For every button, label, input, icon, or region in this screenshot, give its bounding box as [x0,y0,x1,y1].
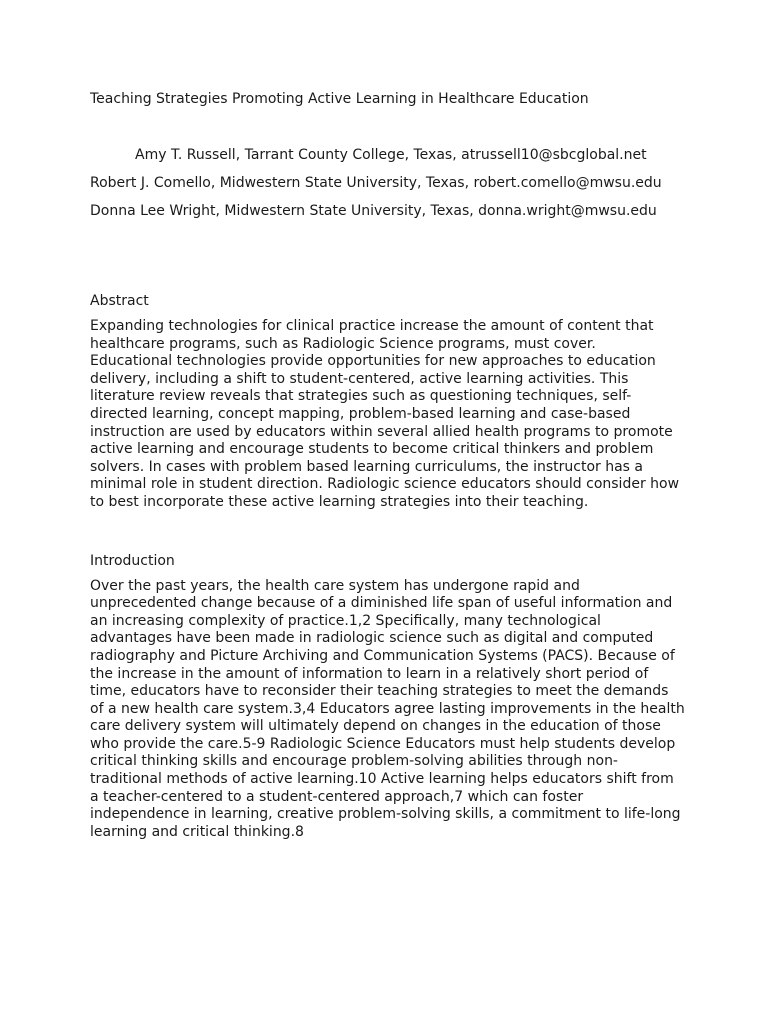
introduction-line: traditional methods of active learning.10 Active learning helps educators shift from [90,771,674,788]
introduction-line: the increase in the amount of information to learn in a relatively short period of [90,665,649,682]
abstract-line: delivery, including a shift to student-centered, active learning activities. This [90,370,629,387]
introduction-line: radiography and Picture Archiving and Communication Systems (PACS). Because of [90,647,675,664]
abstract-line: to best incorporate these active learning strategies into their teaching. [90,493,589,510]
document-page [90,90,690,841]
abstract-line: solvers. In cases with problem based learning curriculums, the instructor has a [90,458,644,475]
abstract-line: literature review reveals that strategies such as questioning techniques, self- [90,388,632,405]
introduction-paragraph [90,578,690,842]
abstract-line: healthcare programs, such as Radiologic Science programs, must cover. [90,335,596,352]
introduction-line: advantages have been made in radiologic science such as digital and computed [90,630,654,647]
introduction-line: independence in learning, creative problem-solving skills, a commitment to life-long [90,806,681,823]
abstract-line: Educational technologies provide opportunities for new approaches to education [90,353,656,370]
introduction-heading: Introduction [90,552,175,569]
introduction-line: unprecedented change because of a diminished life span of useful information and [90,595,673,612]
introduction-line: who provide the care.5-9 Radiologic Science Educators must help students develop [90,735,676,752]
introduction-line: of a new health care system.3,4 Educators agree lasting improvements in the health [90,700,685,717]
abstract-line: directed learning, concept mapping, problem-based learning and case-based [90,405,631,422]
author-list [90,146,690,220]
introduction-line: care delivery system will ultimately depend on changes in the education of those [90,718,661,735]
introduction-line: time, educators have to reconsider their teaching strategies to meet the demands [90,683,669,700]
abstract-line: instruction are used by educators within several allied health programs to promote [90,423,673,440]
introduction-line: critical thinking skills and encourage problem-solving abilities through non- [90,753,618,770]
abstract-line: minimal role in student direction. Radiologic science educators should consider how [90,476,680,493]
abstract-line: active learning and encourage students to become critical thinkers and problem [90,441,654,458]
introduction-line: an increasing complexity of practice.1,2 Specifically, many technological [90,612,601,629]
document-title: Teaching Strategies Promoting Active Learning in Healthcare Education [90,91,589,107]
introduction-line: Over the past years, the health care system has undergone rapid and [90,577,580,594]
abstract-line: Expanding technologies for clinical practice increase the amount of content that [90,318,654,334]
introduction-line: a teacher-centered to a student-centered approach,7 which can foster [90,788,584,805]
abstract-paragraph [90,318,690,512]
introduction-line: learning and critical thinking.8 [90,823,304,840]
author-line-1: Amy T. Russell, Tarrant County College, Texas, atrussell10@sbcglobal.net [135,147,647,163]
abstract-heading: Abstract [90,293,149,309]
author-line-3: Donna Lee Wright, Midwestern State University, Texas, donna.wright@mwsu.edu [90,203,657,219]
author-line-2: Robert J. Comello, Midwestern State University, Texas, robert.comello@mwsu.edu [90,175,662,191]
